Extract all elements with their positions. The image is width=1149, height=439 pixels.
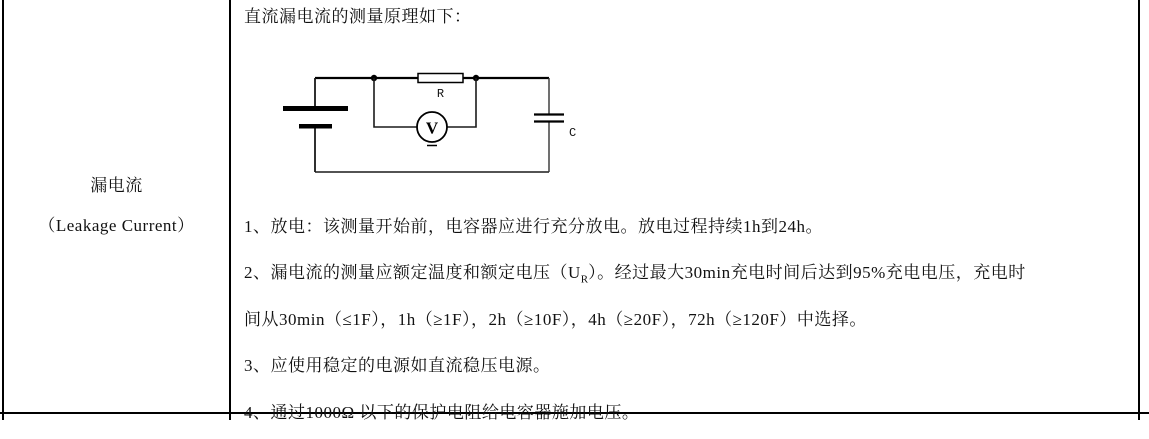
row-header-cell	[4, 166, 229, 246]
step-text: 1、放电：该测量开始前，电容器应进行充分放电。放电过程持续1h到24h。	[244, 217, 823, 236]
leakage-current-label-en: （Leakage Current）	[38, 216, 195, 235]
step-text: 2、漏电流的测量应额定温度和额定电压（U	[244, 263, 581, 283]
step-text-post: ）。经过最大30min充电时间后达到95%充电电压，充电时	[588, 263, 1026, 283]
step-line-1	[244, 207, 1026, 253]
step-subscript: R	[580, 273, 589, 286]
measurement-steps	[244, 207, 1026, 439]
step-line-2	[244, 253, 1026, 299]
battery-short-plate	[299, 124, 332, 129]
resistor-symbol	[418, 74, 463, 83]
step-line-4	[244, 346, 1026, 392]
step-line-5	[244, 393, 1026, 439]
voltmeter-label: V	[425, 118, 439, 138]
step-line-3	[244, 300, 1026, 346]
step-text: 间从30min（≤1F），1h（≥1F），2h（≥10F），4h（≥20F），72h（≥120F）中选择。	[244, 309, 867, 329]
wire-voltmeter-left	[374, 78, 417, 127]
circuit-diagram	[281, 56, 601, 181]
resistor-label: R	[436, 87, 445, 101]
battery-symbol	[283, 106, 348, 129]
battery-long-plate	[283, 106, 348, 111]
leakage-current-label-cn: 漏电流	[90, 176, 143, 195]
row-content-cell	[231, 0, 1138, 422]
wire-voltmeter-right	[447, 78, 476, 127]
step-text: 3、应使用稳定的电源如直流稳压电源。	[244, 356, 551, 376]
capacitor-label: C	[569, 126, 577, 140]
circuit-svg	[281, 56, 601, 181]
table-border-right	[1138, 0, 1140, 420]
capacitor-symbol	[534, 115, 564, 122]
intro-text: 直流漏电流的测量原理如下：	[244, 7, 472, 26]
step-text: 4、通过1000Ω 以下的保护电阻给电容器施加电压。	[244, 402, 640, 422]
